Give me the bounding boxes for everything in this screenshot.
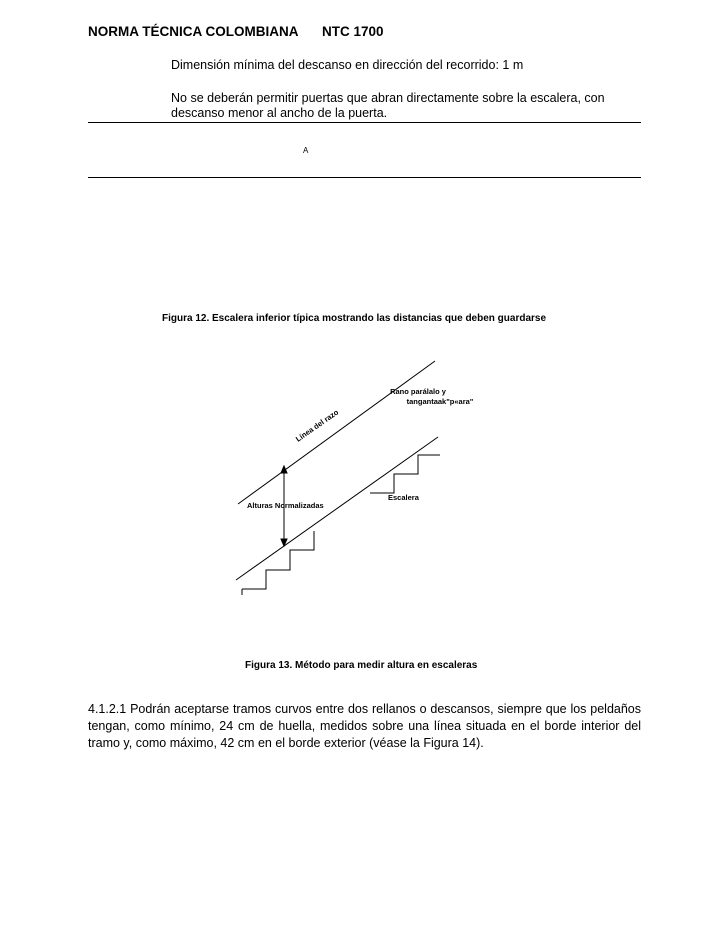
- section-paragraph: [88, 701, 641, 752]
- standard-title: NORMA TÉCNICA COLOMBIANA: [88, 24, 299, 39]
- parallel-label-2: tangantaak"p«ara": [406, 397, 474, 406]
- doors-text-line1: No se deberán permitir puertas que abran directamente sobre la escalera, con: [171, 91, 605, 105]
- figure12-caption: Figura 12. Escalera inferior típica mostrando las distancias que deben guardarse: [162, 313, 547, 324]
- paragraph-line1: 4.1.2.1 Podrán aceptarse tramos curvos entre dos rellanos o descansos, siempre que los peldaños: [88, 702, 641, 716]
- line-label: Línea del razo: [293, 407, 341, 444]
- stair-steps: [242, 455, 440, 595]
- parallel-label-1: Rano parálalo y: [390, 387, 446, 396]
- heights-label: Alturas Normalizadas: [247, 501, 324, 510]
- paragraph-line2: tengan, como mínimo, 24 cm de huella, medidos sobre una línea situada en el borde interior del: [88, 719, 641, 733]
- slope-line: [238, 361, 435, 504]
- stair-label: Escalera: [388, 493, 419, 502]
- paragraph-line3: tramo y, como máximo, 42 cm en el borde exterior (véase la Figura 14).: [88, 736, 484, 750]
- figure13-caption: Figura 13. Método para medir altura en escaleras: [245, 660, 478, 671]
- figure12-label-a: A: [303, 146, 309, 155]
- doors-text-line2: descanso menor al ancho de la puerta.: [171, 106, 388, 120]
- landing-min-text: Dimensión mínima del descanso en dirección del recorrido: 1 m: [171, 58, 524, 72]
- standard-code: NTC 1700: [322, 24, 384, 39]
